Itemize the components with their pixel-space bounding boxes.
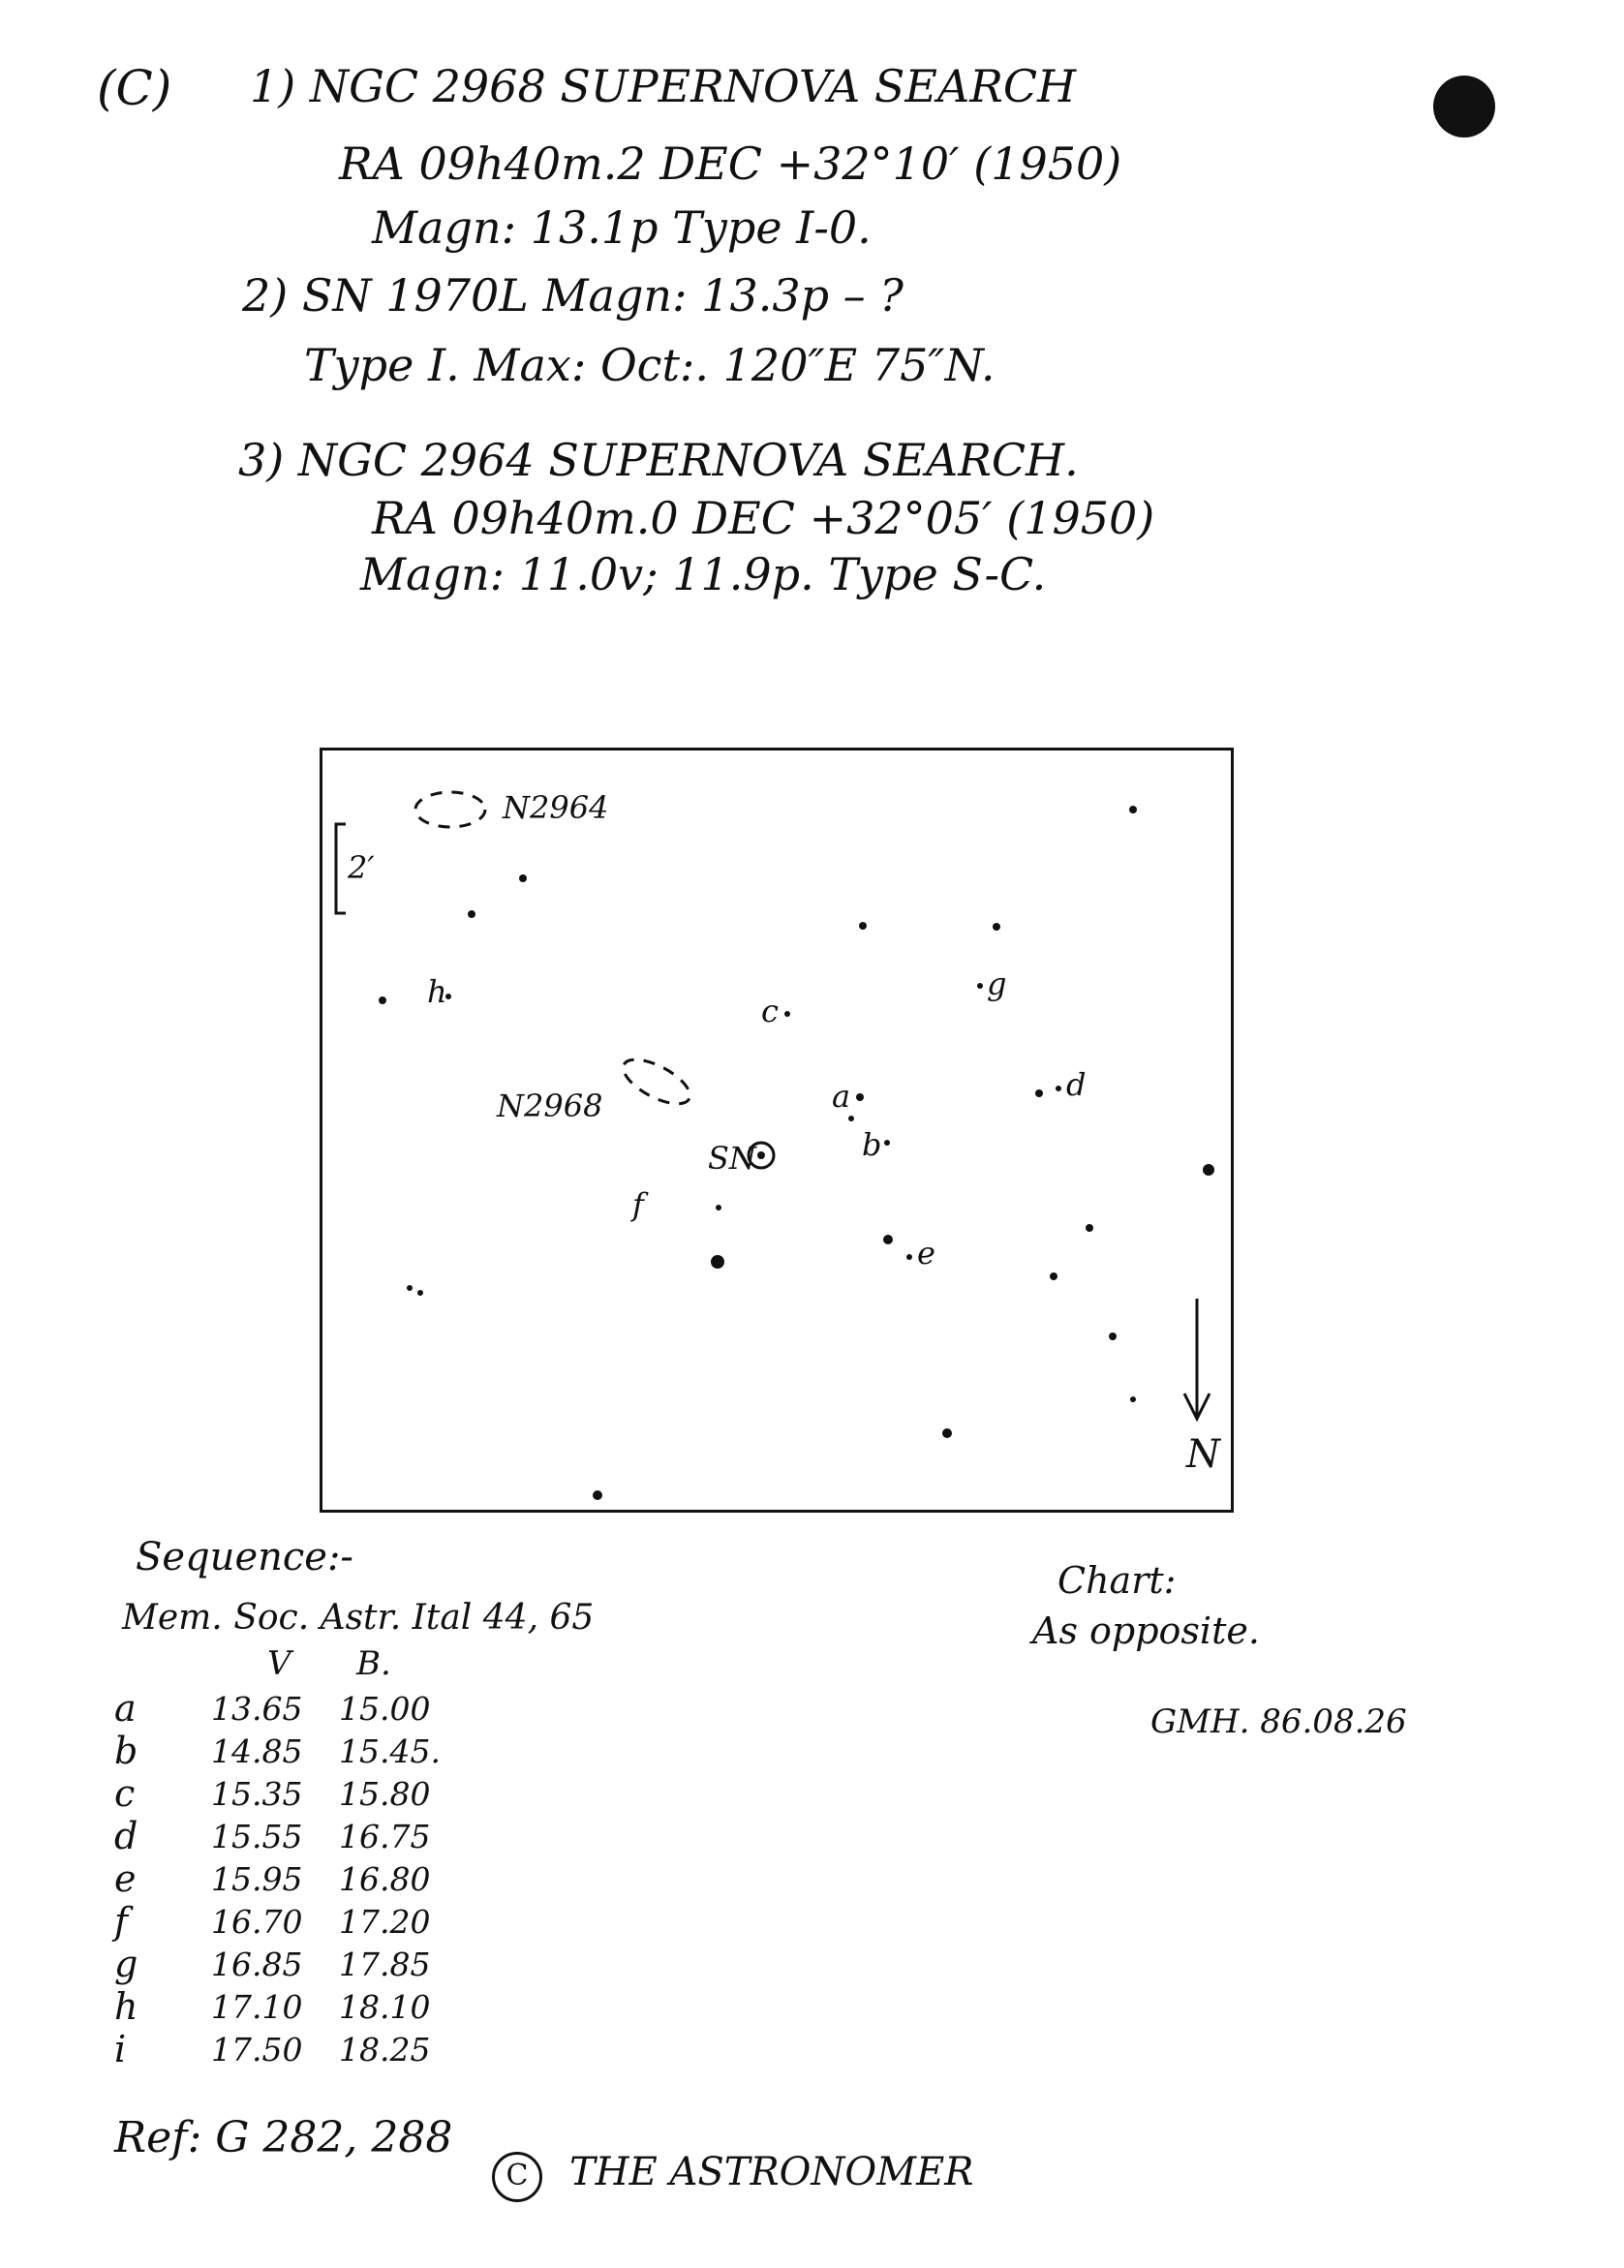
entry-1-line-3: Magn: 13.1p Type I-0.	[372, 201, 872, 254]
label-n2964: N2964	[503, 789, 609, 826]
star-dot	[993, 923, 1000, 931]
star-dot	[1203, 1164, 1214, 1176]
star-dot-b	[884, 1140, 890, 1146]
sequence-title: Sequence:-	[136, 1535, 353, 1579]
star-dot-f	[716, 1205, 721, 1211]
table-row	[114, 1730, 465, 1772]
row-b: 17.85	[339, 1945, 431, 1983]
table-row	[114, 2028, 465, 2070]
section-label: (C)	[97, 60, 172, 116]
row-star: h	[114, 1985, 138, 2028]
star-dot	[379, 996, 386, 1004]
row-star: e	[114, 1857, 137, 1900]
star-label-g: g	[987, 965, 1007, 1002]
star-dot	[1129, 806, 1137, 813]
sequence-col-b: B.	[356, 1644, 391, 1683]
entry-2-line-2: Type I. Max: Oct:. 120″E 75″N.	[304, 339, 996, 391]
table-row	[114, 1687, 465, 1730]
star-label-e: e	[917, 1235, 935, 1272]
row-v: 15.35	[211, 1774, 303, 1813]
row-star: d	[114, 1815, 138, 1857]
label-sn: SN	[708, 1140, 756, 1177]
entry-2-line-1: 2) SN 1970L Magn: 13.3p – ?	[242, 269, 904, 322]
reference: Ref: G 282, 288	[114, 2113, 453, 2162]
finder-chart-svg	[322, 751, 1231, 1510]
star-label-c: c	[761, 993, 779, 1029]
star-dot	[1130, 1396, 1136, 1402]
row-b: 15.45.	[339, 1732, 441, 1770]
chart-note-line-1: Chart:	[1057, 1559, 1177, 1602]
star-label-d: d	[1066, 1066, 1087, 1103]
table-row	[114, 1943, 465, 1985]
copyright	[492, 2150, 973, 2202]
stars	[379, 806, 1214, 1500]
entry-3-line-3: Magn: 11.0v; 11.9p. Type S-C.	[360, 548, 1047, 600]
copyright-icon: C	[492, 2152, 542, 2202]
row-b: 18.25	[339, 2030, 431, 2069]
supernova-center-dot	[757, 1151, 765, 1159]
star-dot-g	[977, 983, 983, 989]
row-v: 16.85	[211, 1945, 303, 1983]
row-v: 13.65	[211, 1689, 303, 1728]
row-v: 16.70	[211, 1902, 303, 1941]
row-v: 15.95	[211, 1859, 303, 1898]
star-dot-a	[856, 1093, 864, 1101]
star-dot	[519, 874, 527, 882]
scale-bar	[336, 824, 346, 913]
row-b: 17.20	[339, 1902, 431, 1941]
galaxy-n2968-outline	[617, 1051, 696, 1113]
label-n2968: N2968	[497, 1088, 603, 1124]
star-dot-c	[784, 1011, 790, 1017]
row-star: c	[114, 1772, 136, 1815]
row-b: 15.00	[339, 1689, 431, 1728]
table-row	[114, 1857, 465, 1900]
label-scale: 2′	[348, 849, 375, 886]
row-star: b	[114, 1730, 138, 1772]
row-star: i	[114, 2028, 127, 2070]
table-row	[114, 1900, 465, 1943]
star-dot	[593, 1490, 602, 1500]
sequence-table	[114, 1687, 465, 2070]
star-dot	[1035, 1089, 1043, 1097]
copyright-text: THE ASTRONOMER	[569, 2150, 974, 2194]
row-b: 18.10	[339, 1987, 431, 2026]
entry-1-line-2: RA 09h40m.2 DEC +32°10′ (1950)	[339, 138, 1122, 190]
entry-3-line-2: RA 09h40m.0 DEC +32°05′ (1950)	[372, 492, 1155, 544]
label-north: N	[1186, 1432, 1220, 1477]
star-dot-d	[1056, 1086, 1061, 1091]
row-b: 16.80	[339, 1859, 431, 1898]
row-v: 17.50	[211, 2030, 303, 2069]
star-dot	[407, 1285, 413, 1291]
star-dot-e	[906, 1254, 912, 1260]
row-v: 14.85	[211, 1732, 303, 1770]
sequence-reference: Mem. Soc. Astr. Ital 44, 65	[122, 1598, 595, 1638]
chart-note-line-2: As opposite.	[1032, 1609, 1260, 1652]
row-v: 17.10	[211, 1987, 303, 2026]
star-dot	[883, 1235, 893, 1244]
star-dot	[848, 1116, 854, 1121]
row-star: a	[114, 1687, 137, 1730]
entry-1-line-1: 1) NGC 2968 SUPERNOVA SEARCH	[250, 60, 1077, 112]
row-b: 15.80	[339, 1774, 431, 1813]
galaxy-n2964-outline	[415, 792, 485, 827]
star-label-f: f	[632, 1186, 644, 1223]
row-b: 16.75	[339, 1817, 431, 1855]
star-dot	[417, 1290, 423, 1296]
finder-chart	[320, 748, 1234, 1513]
entry-3-line-1: 3) NGC 2964 SUPERNOVA SEARCH.	[238, 434, 1079, 486]
sequence-col-v: V	[267, 1644, 291, 1683]
table-row	[114, 1772, 465, 1815]
star-label-a: a	[832, 1078, 851, 1115]
star-dot	[468, 910, 475, 918]
row-star: g	[114, 1943, 138, 1985]
star-dot	[859, 922, 867, 930]
row-star: f	[114, 1900, 129, 1943]
star-dot	[942, 1428, 952, 1438]
star-dot	[1050, 1272, 1057, 1280]
star-label-h: h	[427, 973, 447, 1010]
signature-date: GMH. 86.08.26	[1150, 1702, 1407, 1741]
star-dot	[711, 1255, 724, 1269]
table-row	[114, 1985, 465, 2028]
star-label-b: b	[862, 1126, 882, 1163]
table-row	[114, 1815, 465, 1857]
star-dot	[1109, 1333, 1117, 1340]
star-dot	[1086, 1224, 1093, 1232]
row-v: 15.55	[211, 1817, 303, 1855]
punch-hole-dot	[1433, 76, 1495, 138]
